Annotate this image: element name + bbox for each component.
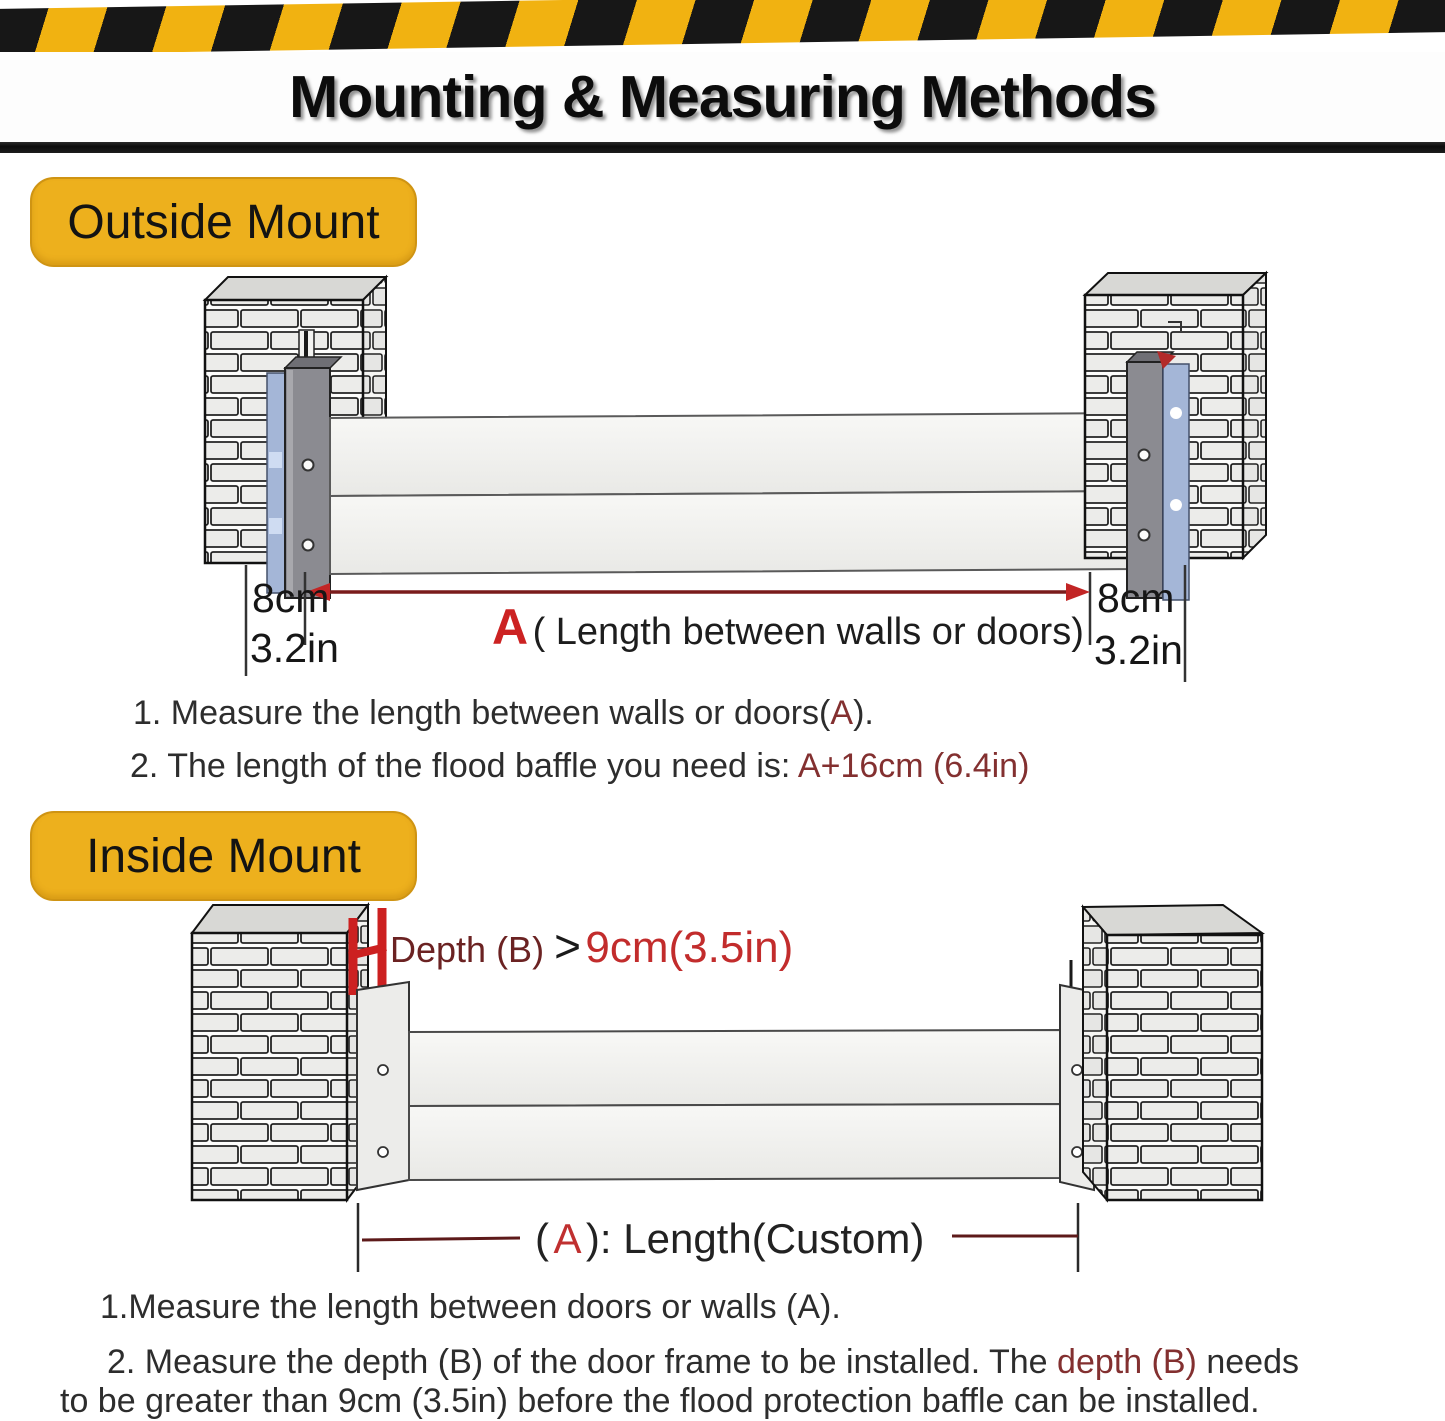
inside-mount-badge-label: Inside Mount: [86, 829, 361, 883]
outside-dimension: [246, 565, 1185, 682]
dim-label-text: ( Length between walls or doors): [532, 611, 1084, 653]
pillar-top-face: [192, 905, 368, 933]
channel-body: [357, 982, 409, 1190]
outside-step-1-tail: ).: [853, 694, 874, 732]
seal-strip: [1163, 364, 1189, 600]
page-title: Mounting & Measuring Methods: [289, 64, 1156, 130]
length-label-rest: ): Length(Custom): [585, 1215, 925, 1262]
barrier-panel-top: [330, 413, 1140, 496]
barrier-panel-top: [409, 1030, 1060, 1106]
inside-barrier-panels: [409, 1030, 1060, 1180]
depth-value: 9cm(3.5in): [585, 923, 794, 972]
outside-barrier-panels: [330, 413, 1140, 574]
depth-label: [390, 920, 793, 972]
inside-right-pillar: [1083, 905, 1262, 1200]
screw-hole: [1072, 1065, 1082, 1075]
length-label-open: (: [535, 1215, 549, 1262]
inside-step-2-line-2: [60, 1382, 1260, 1421]
seal-highlight: [269, 518, 282, 534]
outside-mount-diagram: [0, 270, 1445, 700]
channel-top-face: [285, 357, 341, 368]
screw-hole: [1072, 1147, 1082, 1157]
dim-center-label: [492, 599, 1084, 655]
caution-stripe-band: [0, 0, 1445, 55]
screw-hole: [1139, 530, 1150, 541]
header-divider-bar: [0, 142, 1445, 153]
dim-right-in: 3.2in: [1094, 627, 1183, 673]
seal-highlight: [269, 452, 282, 468]
outside-right-channel: [1127, 351, 1189, 600]
pillar-front-face: [192, 933, 347, 1200]
screw-hole: [378, 1147, 388, 1157]
inside-step-2-line-2-text: to be greater than 9cm (3.5in) before the flood protection baffle can be installed.: [60, 1382, 1260, 1420]
dim-left-in: 3.2in: [250, 625, 339, 671]
screw-hole: [1139, 450, 1150, 461]
outside-step-2-text: 2. The length of the flood baffle you need is:: [130, 747, 798, 785]
outside-step-1-highlight: A: [830, 694, 854, 732]
outside-mount-badge: [30, 177, 417, 267]
dim-right-cm: 8cm: [1097, 575, 1175, 621]
barrier-panel-bottom: [330, 491, 1140, 574]
dim-left-cm: 8cm: [252, 575, 330, 621]
inside-step-2-tail: needs: [1196, 1343, 1299, 1381]
screw-hole: [303, 460, 314, 471]
inside-step-1: [100, 1288, 841, 1327]
pillar-side-face: [1243, 273, 1266, 558]
depth-label-text: Depth (B): [390, 929, 555, 970]
inside-left-pillar: [192, 905, 368, 1200]
inside-step-2-line-1: [107, 1343, 1299, 1382]
pillar-top-face: [1083, 905, 1262, 935]
channel-body: [1127, 362, 1163, 598]
outside-step-2: [130, 747, 1029, 786]
pillar-top-face: [205, 277, 386, 300]
seal-highlight: [1170, 499, 1182, 511]
title-band: [0, 52, 1445, 142]
screw-hole: [378, 1065, 388, 1075]
inside-left-channel: [357, 982, 409, 1190]
screw-hole: [303, 540, 314, 551]
outside-step-1-text: 1. Measure the length between walls or doors(: [133, 694, 831, 732]
length-label-a: A: [553, 1215, 582, 1262]
outside-mount-badge-label: Outside Mount: [67, 195, 380, 249]
barrier-panel-bottom: [409, 1104, 1060, 1180]
dim-a-letter: A: [492, 599, 529, 655]
dim-line-left: [362, 1238, 520, 1240]
inside-step-1-text: 1.Measure the length between doors or walls (A).: [100, 1288, 841, 1326]
depth-gt-sign: >: [554, 920, 581, 972]
pillar-side-face: [1083, 907, 1107, 1200]
seal-highlight: [1170, 407, 1182, 419]
pillar-top-face: [1085, 273, 1266, 295]
outside-step-2-highlight: A+16cm (6.4in): [797, 747, 1030, 785]
seal-strip: [267, 373, 285, 593]
inside-step-2-highlight: depth (B): [1057, 1343, 1197, 1381]
inside-dimension: [358, 1203, 1078, 1272]
pillar-front-face: [1107, 935, 1262, 1200]
inside-step-2-text: 2. Measure the depth (B) of the door frame to be installed. The: [107, 1343, 1058, 1381]
outside-step-1: [133, 694, 874, 733]
channel-edge-light: [287, 370, 293, 596]
inside-mount-diagram: [0, 878, 1445, 1275]
length-label: [535, 1215, 924, 1262]
arrow-right-icon: [1066, 583, 1090, 601]
